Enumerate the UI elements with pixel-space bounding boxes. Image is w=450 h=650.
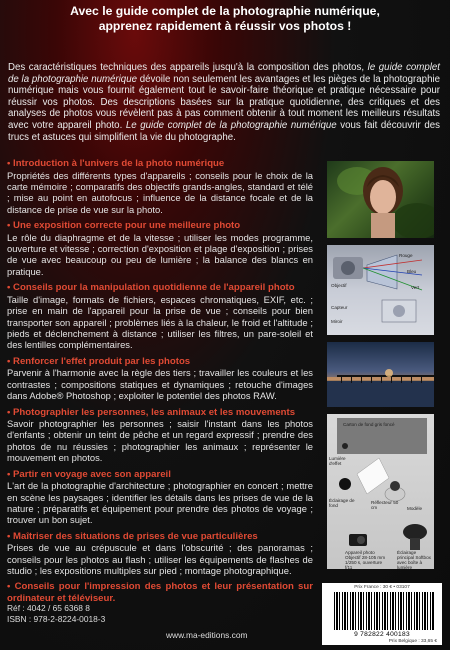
section-title: • Partir en voyage avec son appareil	[7, 468, 171, 480]
studio-setup-diagram	[327, 414, 434, 569]
section	[7, 282, 313, 351]
section-text: Le rôle du diaphragme et de la vitesse ; utiliser les modes programme, ouverture et vitesse ; correction d'exposition et plage d'exposition ; prises de vue avec beaucoup ou peu de lumière ; la balance des blancs en pratique.	[7, 231, 313, 277]
diagram-label: Miroir	[331, 319, 343, 324]
section-title: • Maîtriser des situations de prises de vue particulières	[7, 530, 258, 542]
studio-label: Modèle	[407, 506, 423, 511]
footer-references	[7, 603, 105, 624]
section-title: • Une exposition correcte pour une meilleure photo	[7, 220, 241, 232]
section	[7, 220, 313, 277]
section-text: Prises de vue au crépuscule et dans l'obscurité ; des panoramas ; conseils pour les photos au flash ; utiliser les équipements de flashes de studio ; les expositions multiples sur pied ; montage photographique.	[7, 542, 313, 577]
studio-illustration	[327, 414, 434, 569]
diagram-label: Bleu	[407, 269, 417, 274]
studio-label: Carton de fond gris foncé	[343, 422, 395, 427]
barcode-icon	[334, 592, 434, 630]
headline-line-2: apprenez rapidement à réussir vos photos !	[98, 19, 352, 33]
diagram-label: Objectif	[331, 283, 347, 288]
website-link[interactable]: www.ma-editions.com	[166, 630, 248, 640]
section-title: • Conseils pour l'impression des photos et leur présentation sur ordinateur et téléviseur.	[7, 581, 313, 604]
portrait-photo	[327, 161, 434, 238]
studio-label: Lumière d'effet	[329, 456, 346, 466]
section-text: Parvenir à l'harmonie avec la règle des tiers ; travailler les couleurs et les contrastes ; compositions statiques et dynamiques ; retouche d'images dans Adobe® Photoshop ; exploiter le potentiel des photos RAW.	[7, 367, 313, 402]
studio-label: Éclairage principal Softbox avec boîte à lumière	[397, 550, 431, 569]
barcode-box	[322, 583, 442, 645]
section	[7, 356, 313, 402]
intro-title-italic-2: Le guide complet de la photographie numérique	[125, 119, 337, 131]
isbn-number: ISBN : 978-2-8224-0018-3	[7, 613, 106, 624]
section	[7, 581, 313, 604]
section-list	[7, 158, 313, 609]
portrait-illustration	[327, 161, 434, 238]
section-title: • Renforcer l'effet produit par les photos	[7, 355, 191, 367]
intro-text-c: dévoile non seulement les avantages et les pièges de la photographie numérique mais vous fournit également tout le savoir-faire théorique et pratique nécessaire pour réussir vos photos. Des descriptions basées sur la pratique quotidienne, des critiques et des analyses de photos vous révèlent pas à pas comment obtenir à tout moment les meilleurs résultats avec votre appareil photo.	[8, 73, 440, 131]
section	[7, 158, 313, 215]
intro-text-e: vous fait découvrir des trucs et astuces qui simplifient la vie du photographe.	[8, 119, 441, 143]
section-text: Propriétés des différents types d'appareils ; conseils pour le choix de la carte mémoire ; comparatifs des objectifs grands-angles, standard et télé ; mise au point en autofocus ; influence de la distance focale et de la distance de prise de vue sur la photo.	[7, 169, 313, 215]
reference-number: Réf : 4042 / 65 6368 8	[7, 603, 90, 613]
section	[7, 469, 313, 526]
section	[7, 407, 313, 464]
photo-column	[327, 161, 434, 576]
barcode-number: 9 782822 400183	[354, 631, 410, 638]
studio-label: Réflecteur 50 cm	[371, 500, 399, 510]
diagram-label: Vert	[411, 285, 420, 290]
intro-paragraph	[8, 62, 440, 143]
camera-diagram	[327, 245, 434, 335]
section-title: • Photographier les personnes, les animaux et les mouvements	[7, 406, 296, 418]
diagram-label: Capteur	[331, 305, 348, 310]
section-title: • Conseils pour la manipulation quotidienne de l'appareil photo	[7, 282, 295, 294]
barcode-price-belgium: Prix Belgique : 33,65 €	[388, 639, 437, 644]
section-title: • Introduction à l'univers de la photo numérique	[7, 158, 225, 169]
section	[7, 531, 313, 577]
section-text: Taille d'image, formats de fichiers, espaces chromatiques, EXIF, etc. ; prise en main de l'appareil pour la prise de vue ; conseils pour bien transporter son appareil ; problèmes liés à la chaleur, le froid et l'altitude ; pieds et déclenchement à distance ; utiliser les filtres, un pare-soleil et des lentilles complémentaires.	[7, 293, 313, 351]
sensor-diagram	[327, 245, 434, 335]
pier-illustration	[327, 342, 434, 407]
pier-photo	[327, 342, 434, 407]
section-text: Savoir photographier les personnes ; saisir l'instant dans les photos d'enfants ; obtenir un teint de pêche et un regard expressif ; prendre des photos de nu réussies ; photographier les animaux ; représenter le mouvement en photos.	[7, 418, 313, 464]
intro-title-italic-1: le guide complet de la photographie numérique	[8, 62, 440, 85]
studio-label: Appareil photo Objectif 28-105 mm 1/250 s, ouverture f/11	[345, 550, 386, 569]
headline-line-1: Avec le guide complet de la photographie numérique,	[70, 4, 380, 18]
diagram-label: Rouge	[399, 253, 413, 258]
headline	[0, 4, 450, 34]
barcode-price-france: Prix France : 30 € • 03107	[354, 585, 410, 590]
studio-label: Éclairage de fond	[329, 498, 355, 508]
section-text: L'art de la photographie d'architecture ; photographier en concert ; mettre en scène les paysages ; identifier les détails dans les prises de vue de la nature ; préparatifs et équipement pour prendre des photos de voyage ; trouver un bon sujet.	[7, 480, 313, 526]
intro-text-a: Des caractéristiques techniques des appareils jusqu'à la composition des photos,	[8, 62, 368, 73]
